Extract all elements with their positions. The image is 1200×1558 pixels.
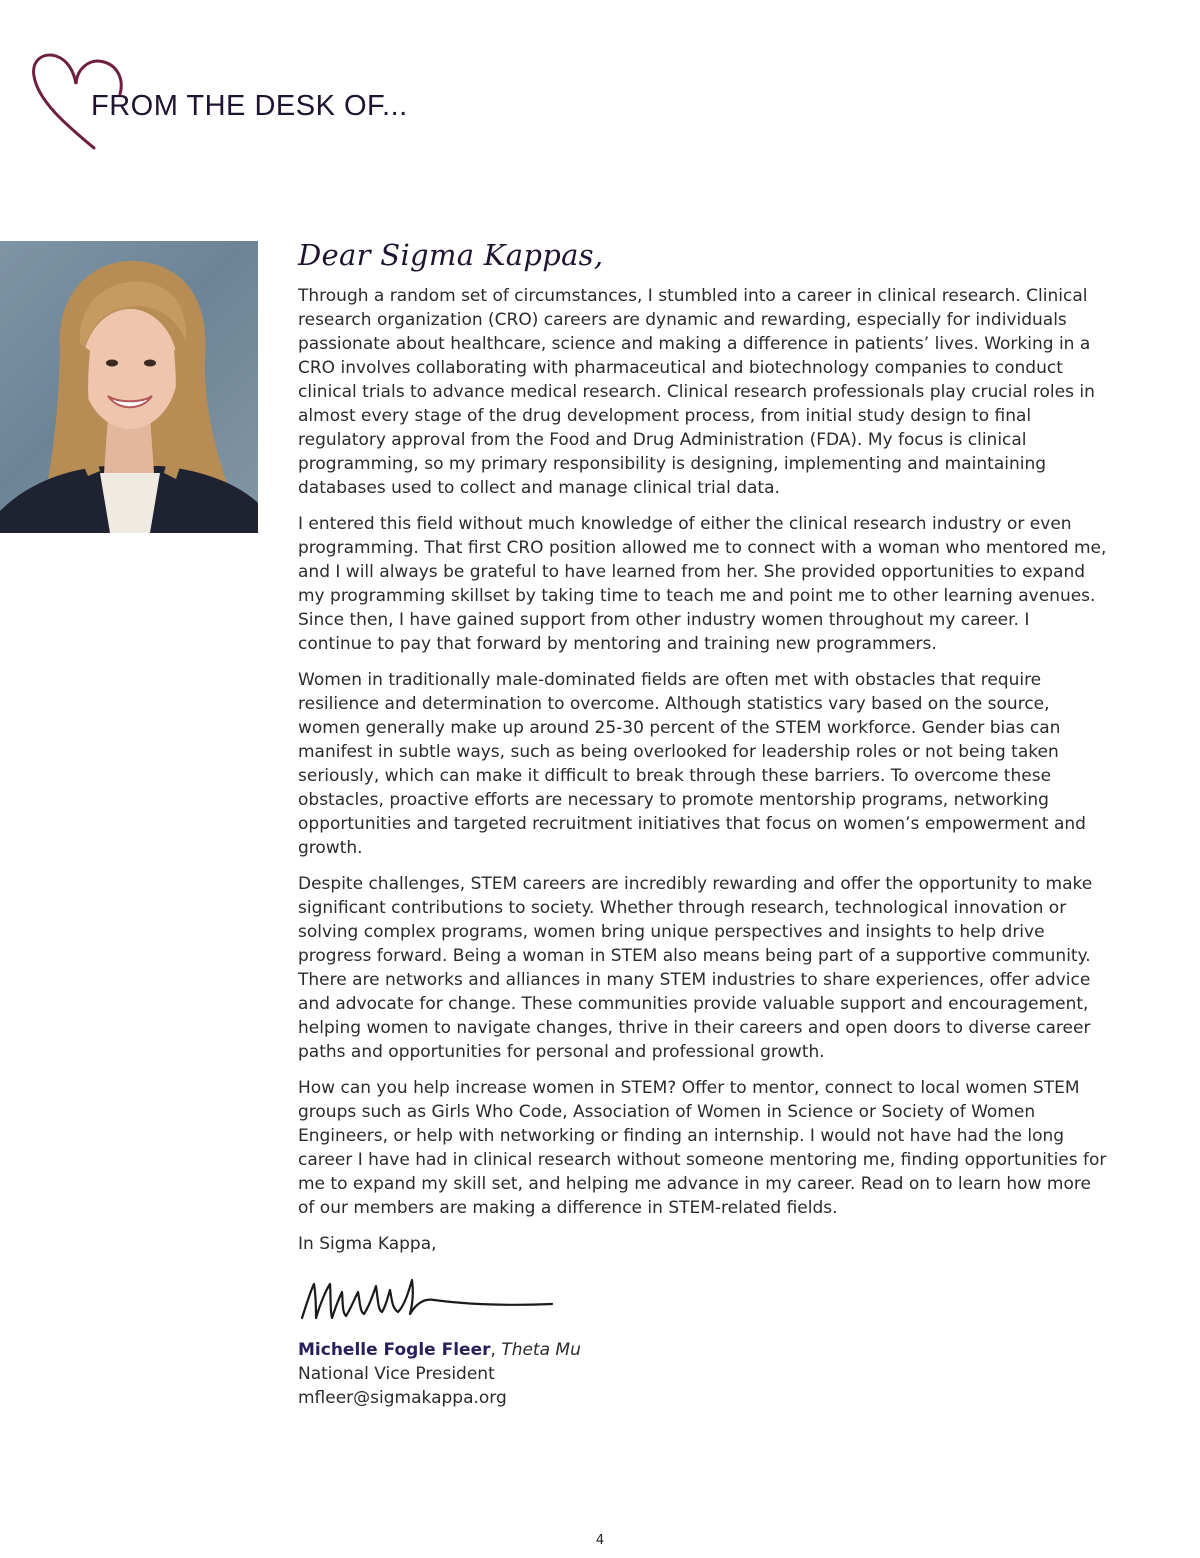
closing-line: In Sigma Kappa, xyxy=(298,1234,437,1254)
page-number: 4 xyxy=(595,1533,605,1548)
letter-paragraph: I entered this field without much knowledge of either the clinical research industry or even programming. That first CRO position allowed me to connect with a woman who mentored me, and I will always be grateful to have learned from her. She provided opportunities to expand my programming skillset by taking time to teach me and point me to other learning avenues. Since then, I have gained support from other industry women throughout my career. I continue to pay that forward by mentoring and training new programmers. xyxy=(298,514,1107,654)
signer-separator: , xyxy=(490,1340,502,1360)
letter-body xyxy=(298,238,1108,1410)
signer-line xyxy=(298,1338,1108,1362)
letter-paragraph: Despite challenges, STEM careers are incredibly rewarding and offer the opportunity to make significant contributions to society. Whether through research, technological innovation or solving complex programs, women bring unique perspectives and insights to help drive progress forward. Being a woman in STEM also means being part of a supportive community. There are networks and alliances in many STEM industries to share experiences, offer advice and advocate for change. These communities provide valuable support and encouragement, helping women to navigate changes, thrive in their careers and open doors to diverse career paths and opportunities for personal and professional growth. xyxy=(298,874,1093,1062)
page-header xyxy=(30,50,430,160)
letter-paragraph: Women in traditionally male-dominated fields are often met with obstacles that require resilience and determination to overcome. Although statistics vary based on the source, women generally make up around 25-30 percent of the STEM workforce. Gender bias can manifest in subtle ways, such as being overlooked for leadership roles or not being taken seriously, which can make it difficult to break through these barriers. To overcome these obstacles, proactive efforts are necessary to promote mentorship programs, networking opportunities and targeted recruitment initiatives that focus on women’s empowerment and growth. xyxy=(298,670,1086,858)
page-title: FROM THE DESK OF... xyxy=(91,90,408,122)
signer-chapter: Theta Mu xyxy=(501,1340,581,1360)
signer-email: mfleer@sigmakappa.org xyxy=(298,1388,507,1408)
author-portrait xyxy=(0,241,258,533)
handwritten-signature xyxy=(294,1266,564,1332)
salutation: Dear Sigma Kappas, xyxy=(298,238,604,272)
signer-name: Michelle Fogle Fleer xyxy=(298,1340,491,1360)
signer-title: National Vice President xyxy=(298,1364,495,1384)
letter-paragraph: Through a random set of circumstances, I stumbled into a career in clinical research. Clinical research organization (CRO) careers are dynamic and rewarding, especially for individuals passionate about healthcare, science and making a difference in patients’ lives. Working in a CRO involves collaborating with pharmaceutical and biotechnology companies to conduct clinical trials to advance medical research. Clinical research professionals play crucial roles in almost every stage of the drug development process, from initial study design to final regulatory approval from the Food and Drug Administration (FDA). My focus is clinical programming, so my primary responsibility is designing, implementing and maintaining databases used to collect and manage clinical trial data. xyxy=(298,286,1095,498)
letter-paragraph: How can you help increase women in STEM? Offer to mentor, connect to local women STEM groups such as Girls Who Code, Association of Women in Science or Society of Women Engineers, or help with networking or finding an internship. I would not have had the long career I have had in clinical research without someone mentoring me, finding opportunities for me to expand my skill set, and helping me advance in my career. Read on to learn how more of our members are making a difference in STEM-related fields. xyxy=(298,1078,1107,1218)
